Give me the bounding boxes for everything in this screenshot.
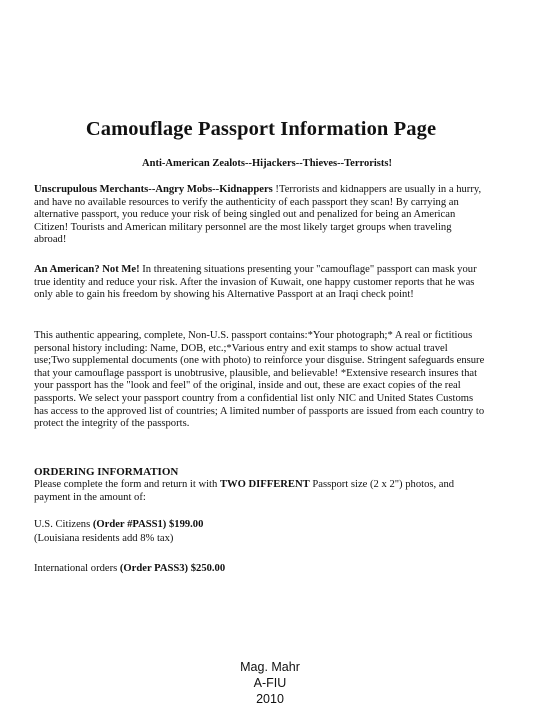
international-order-line	[34, 563, 225, 576]
us-order-line	[34, 519, 203, 532]
footer-institution: A-FIU	[253, 676, 287, 690]
ordering-instructions	[34, 479, 486, 504]
intl-order-price: (Order PASS3) $250.00	[119, 563, 226, 574]
paragraph-lead: An American? Not Me!	[34, 264, 140, 275]
louisiana-tax-note: (Louisiana residents add 8% tax)	[34, 533, 174, 544]
instructions-post: Passport size (2 x 2") photos, and payment in the amount of:	[34, 479, 455, 503]
paragraph-contents: This authentic appearing, complete, Non-U.S. passport contains:*Your photograph;* A real or fictitious personal history including: Name, DOB, etc.;*Various entry and exit stamps to show actual travel use;Two supplemental documents (one with photo) to reinforce your disguise. Stringent safeguards ensure that your camouflage passport is unobtrusive, plausible, and believable! *Extensive research insures that your passport has the "look and feel" of the original, inside and out, these are exact copies of the real passports. We select your passport country from a confidential list only NIC and United States Customs has access to the approved list of countries; A limited number of passports are issued from each country to protect the integrity of the passports.	[34, 330, 485, 430]
page-title: Camouflage Passport Information Page	[85, 118, 437, 140]
paragraph-body: In threatening situations presenting your "camouflage" passport can mask your true identity and reduce your risk. After the invasion of Kuwait, one happy customer reports that he was only able to gain his freedom by showing his Alternative Passport at an Iraqi check point!	[34, 264, 477, 301]
paragraph-lead: Unscrupulous Merchants--Angry Mobs--Kidnappers	[34, 184, 273, 195]
paragraph-merchants	[34, 184, 486, 247]
us-order-label: U.S. Citizens	[34, 519, 93, 530]
footer-year: 2010	[256, 692, 284, 706]
instructions-bold: TWO DIFFERENT	[219, 479, 310, 490]
footer-author: Mag. Mahr	[240, 660, 300, 674]
ordering-heading: ORDERING INFORMATION	[34, 466, 179, 478]
instructions-pre: Please complete the form and return it with	[34, 479, 220, 490]
intl-order-label: International orders	[34, 563, 120, 574]
paragraph-body: !Terrorists and kidnappers are usually in a hurry, and have no available resources to verify the authenticity of each passport they scan! By carrying an alternative passport, you reduce your risk of being singled out and penalized for being an American Citizen! Tourists and American military personnel are the most likely target groups when traveling abroad!	[34, 184, 482, 246]
paragraph-american	[34, 264, 486, 302]
us-order-price: (Order #PASS1) $199.00	[92, 519, 204, 530]
page-subtitle: Anti-American Zealots--Hijackers--Thieves--Terrorists!	[142, 158, 392, 169]
